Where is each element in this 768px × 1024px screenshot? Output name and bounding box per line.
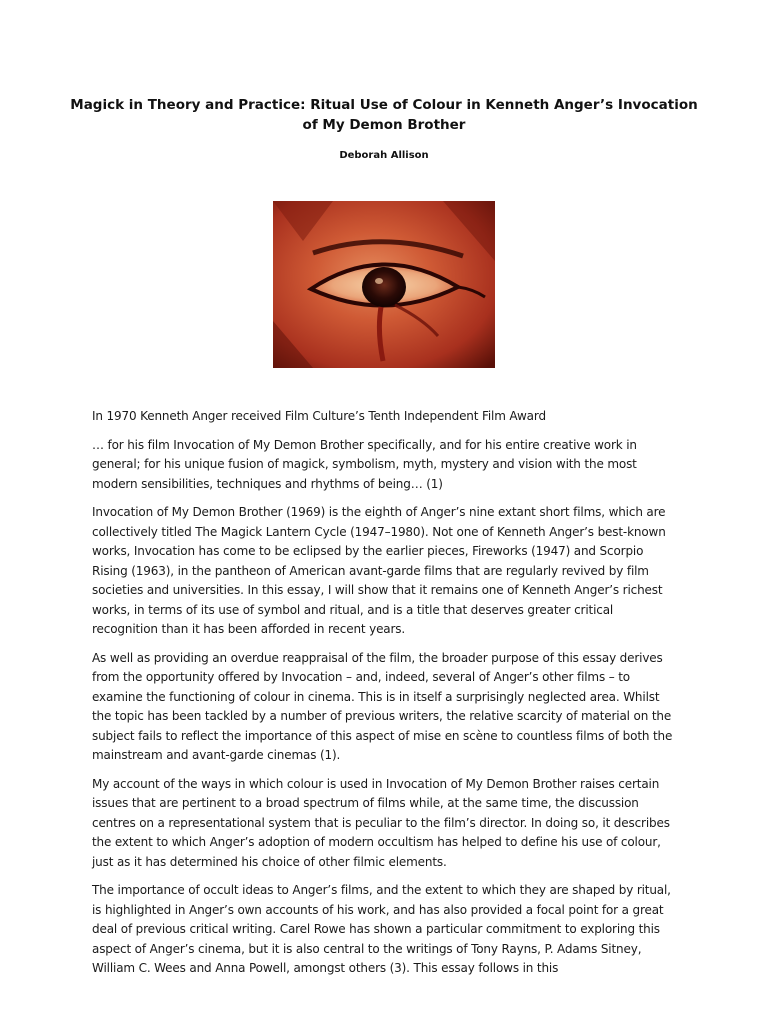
paragraph: As well as providing an overdue reappraisal of the film, the broader purpose of this essay derives from the opportunity offered by Invocation – and, indeed, several of Anger’s other films – to examine the functioning of colour in cinema. This is in itself a surprisingly neglected area. Whilst the topic has been tackled by a number of previous writers, the relative scarcity of material on the subject fails to reflect the importance of this aspect of mise en scène to countless films of both the mainstream and avant-garde cinemas (1). xyxy=(92,650,673,762)
paragraph: My account of the ways in which colour is used in Invocation of My Demon Brother raises certain issues that are pertinent to a broad spectrum of films while, at the same time, the discussion centres on a representational system that is peculiar to the film’s director. In doing so, it describes the extent to which Anger’s adoption of modern occultism has helped to define his use of colour, just as it has determined his choice of other filmic elements. xyxy=(92,776,670,869)
paragraph: In 1970 Kenneth Anger received Film Culture’s Tenth Independent Film Award xyxy=(92,409,546,423)
eye-of-horus-painting-icon xyxy=(273,201,495,368)
paragraph: Invocation of My Demon Brother (1969) is the eighth of Anger’s nine extant short films, which are collectively titled The Magick Lantern Cycle (1947–1980). Not one of Kenneth Anger’s best-known works, Invocation has come to be eclipsed by the earlier pieces, Fireworks (1947) and Scorpio Rising (1963), in the pantheon of American avant-garde films that are regularly revived by film societies and universities. In this essay, I will show that it remains one of Kenneth Anger’s richest works, in terms of its use of symbol and ritual, and is a title that deserves greater critical recognition than it has been afforded in recent years. xyxy=(92,505,666,636)
paragraph: … for his film Invocation of My Demon Brother specifically, and for his entire creative work in general; for his unique fusion of magick, symbolism, myth, mystery and vision with the most modern sensibilities, techniques and rhythms of being… (1) xyxy=(92,437,637,491)
essay-body xyxy=(92,407,674,988)
author-name: Deborah Allison xyxy=(339,150,429,161)
paragraph: The importance of occult ideas to Anger’s films, and the extent to which they are shaped by ritual, is highlighted in Anger’s own accounts of his work, and has also provided a focal point for a great deal of previous critical writing. Carel Rowe has shown a particular commitment to exploring this aspect of Anger’s cinema, but it is also central to the writings of Tony Rayns, P. Adams Sitney, William C. Wees and Anna Powell, amongst others (3). This essay follows in this xyxy=(92,883,671,975)
document-title: Magick in Theory and Practice: Ritual Use of Colour in Kenneth Anger’s Invocation of My Demon Brother xyxy=(70,97,698,133)
